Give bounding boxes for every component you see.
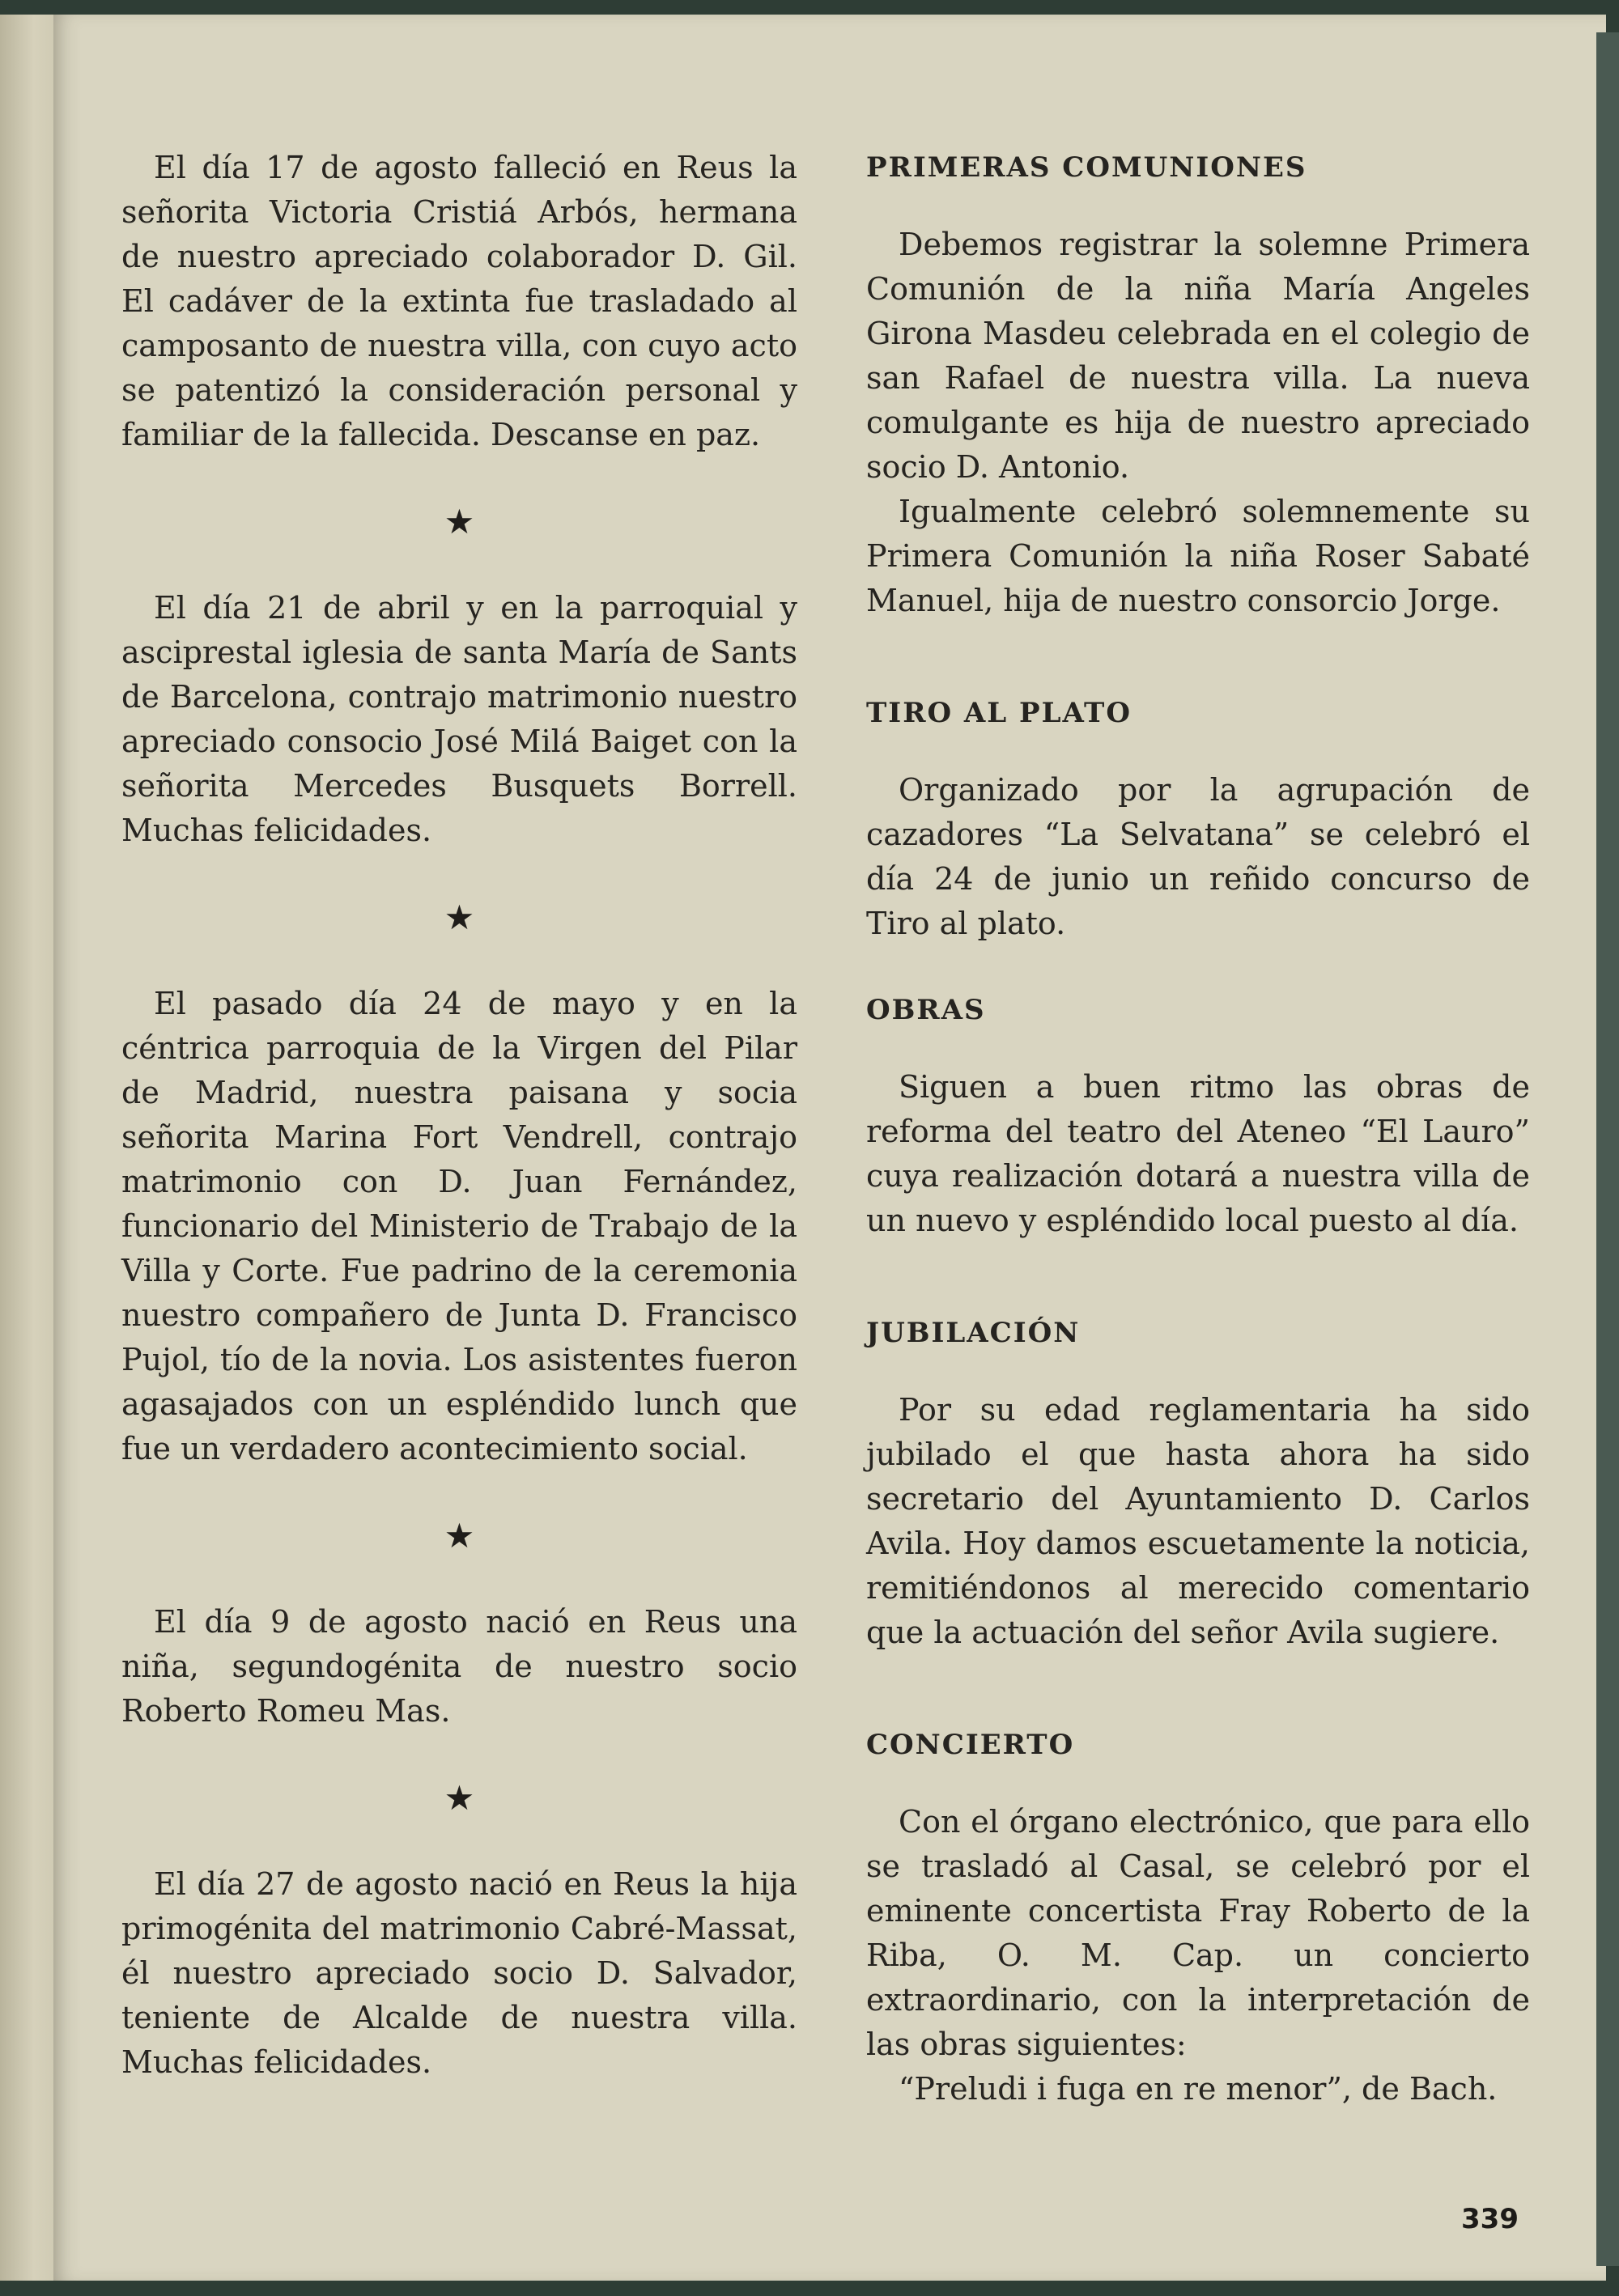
separator-star-icon: ★ bbox=[444, 1778, 475, 1818]
section-heading-tiro: TIRO AL PLATO bbox=[866, 697, 1132, 729]
section-heading-obras: OBRAS bbox=[866, 994, 986, 1026]
wedding-paragraph-2: El pasado día 24 de mayo y en la céntrica parroquia de la Virgen del Pilar de Madrid, nuestra paisana y socia señorita Marina Fort Vendrell, contrajo matrimonio con D. Juan Fernández, funcionario del Ministerio de Trabajo de la Villa y Corte. Fue padrino de la ceremonia nuestro compañero de Junta D. Francisco Pujol, tío de la novia. Los asistentes fueron agasajados con un espléndido lunch que fue un verdadero acontecimiento social. bbox=[121, 986, 797, 1466]
page-number: 339 bbox=[1461, 2203, 1519, 2235]
section-heading-jubilacion: JUBILACIÓN bbox=[866, 1317, 1081, 1349]
separator-star-icon: ★ bbox=[444, 1516, 475, 1555]
concierto-program-item: “Preludi i fuga en re menor”, de Bach. bbox=[899, 2071, 1498, 2107]
separator-star-icon: ★ bbox=[444, 898, 475, 937]
comuniones-paragraph-1: Debemos registrar la solemne Primera Comunión de la niña María Angeles Girona Masdeu celebrada en el colegio de san Rafael de nuestra villa. La nueva comulgante es hija de nuestro apreciado socio D. Antonio. bbox=[866, 227, 1530, 485]
comuniones-paragraph-2: Igualmente celebró solemnemente su Primera Comunión la niña Roser Sabaté Manuel, hija de nuestro consorcio Jorge. bbox=[866, 494, 1530, 618]
obras-paragraph: Siguen a buen ritmo las obras de reforma del teatro del Ateneo “El Lauro” cuya realización dotará a nuestra villa de un nuevo y espléndido local puesto al día. bbox=[866, 1069, 1530, 1238]
jubilacion-paragraph: Por su edad reglamentaria ha sido jubilado el que hasta ahora ha sido secretario del Ayuntamiento D. Carlos Avila. Hoy damos escuetamente la noticia, remitiéndonos al merecido comentario que la actuación del señor Avila sugiere. bbox=[866, 1392, 1530, 1650]
separator-star-icon: ★ bbox=[444, 502, 475, 541]
obituary-paragraph: El día 17 de agosto falleció en Reus la señorita Victoria Cristiá Arbós, hermana de nuestro apreciado colaborador D. Gil. El cadáver de la extinta fue trasladado al camposanto de nuestra villa, con cuyo acto se patentizó la consideración personal y familiar de la fallecida. Descanse en paz. bbox=[121, 150, 797, 452]
left-column bbox=[121, 146, 797, 2085]
right-column bbox=[866, 146, 1530, 2111]
tiro-paragraph: Organizado por la agrupación de cazadores “La Selvatana” se celebró el día 24 de junio un reñido concurso de Tiro al plato. bbox=[866, 772, 1530, 941]
birth-paragraph-1: El día 9 de agosto nació en Reus una niña, segundogénita de nuestro socio Roberto Romeu Mas. bbox=[121, 1604, 797, 1729]
wedding-paragraph-1: El día 21 de abril y en la parroquial y asciprestal iglesia de santa María de Sants de Barcelona, contrajo matrimonio nuestro apreciado consocio José Milá Baiget con la señorita Mercedes Busquets Borrell. Muchas felicidades. bbox=[121, 590, 797, 848]
facing-page-edge bbox=[0, 15, 57, 2281]
book-cover-edge bbox=[1596, 32, 1619, 2266]
section-heading-concierto: CONCIERTO bbox=[866, 1729, 1075, 1761]
concierto-paragraph: Con el órgano electrónico, que para ello se trasladó al Casal, se celebró por el eminente concertista Fray Roberto de la Riba, O. M. Cap. un concierto extraordinario, con la interpretación de las obras siguientes: bbox=[866, 1804, 1530, 2062]
section-heading-comuniones: PRIMERAS COMUNIONES bbox=[866, 151, 1307, 184]
birth-paragraph-2: El día 27 de agosto nació en Reus la hija primogénita del matrimonio Cabré-Massat, él nuestro apreciado socio D. Salvador, teniente de Alcalde de nuestra villa. Muchas felicidades. bbox=[121, 1866, 797, 2080]
